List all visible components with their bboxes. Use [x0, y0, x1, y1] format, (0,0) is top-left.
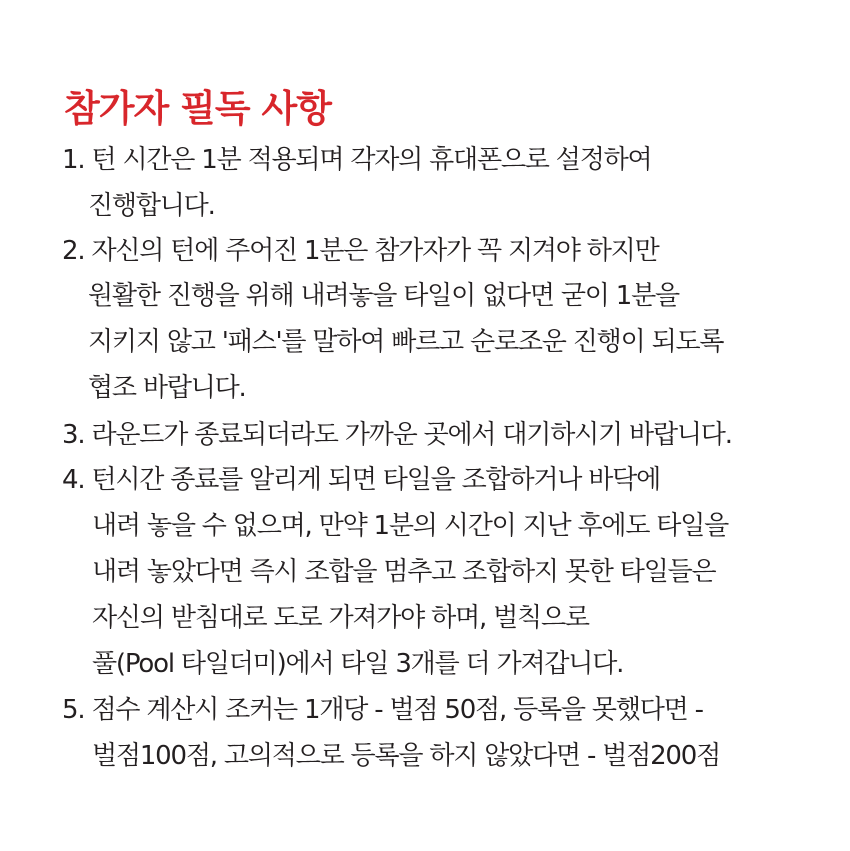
- rule-4-line-5: 풀(Pool 타일더미)에서 타일 3개를 더 가져갑니다.: [92, 649, 624, 679]
- rule-1-line-1: 1. 턴 시간은 1분 적용되며 각자의 휴대폰으로 설정하여: [62, 145, 652, 175]
- rule-4-line-4: 자신의 받침대로 도로 가져가야 하며, 벌칙으로: [92, 603, 589, 633]
- rule-3-line-1: 3. 라운드가 종료되더라도 가까운 곳에서 대기하시기 바랍니다.: [62, 420, 732, 450]
- rule-4-line-1: 4. 턴시간 종료를 알리게 되면 타일을 조합하거나 바닥에: [62, 465, 661, 495]
- rule-4-line-3: 내려 놓았다면 즉시 조합을 멈추고 조합하지 못한 타일들은: [92, 557, 716, 587]
- rule-1-line-2: 진행합니다.: [88, 191, 215, 221]
- rule-5-line-1: 5. 점수 계산시 조커는 1개당 - 벌점 50점, 등록을 못했다면 -: [62, 695, 703, 725]
- rule-2-line-2: 원활한 진행을 위해 내려놓을 타일이 없다면 굳이 1분을: [88, 281, 679, 311]
- rule-2-line-3: 지키지 않고 '패스'를 말하여 빠르고 순로조운 진행이 되도록: [88, 327, 724, 357]
- notice-title: 참가자 필독 사항: [64, 87, 331, 130]
- rule-4-line-2: 내려 놓을 수 없으며, 만약 1분의 시간이 지난 후에도 타일을: [92, 511, 729, 541]
- rule-2-line-1: 2. 자신의 턴에 주어진 1분은 참가자가 꼭 지겨야 하지만: [62, 236, 659, 266]
- rule-5-line-2: 벌점100점, 고의적으로 등록을 하지 않았다면 - 벌점200점: [92, 741, 721, 771]
- rule-2-line-4: 협조 바랍니다.: [88, 373, 246, 403]
